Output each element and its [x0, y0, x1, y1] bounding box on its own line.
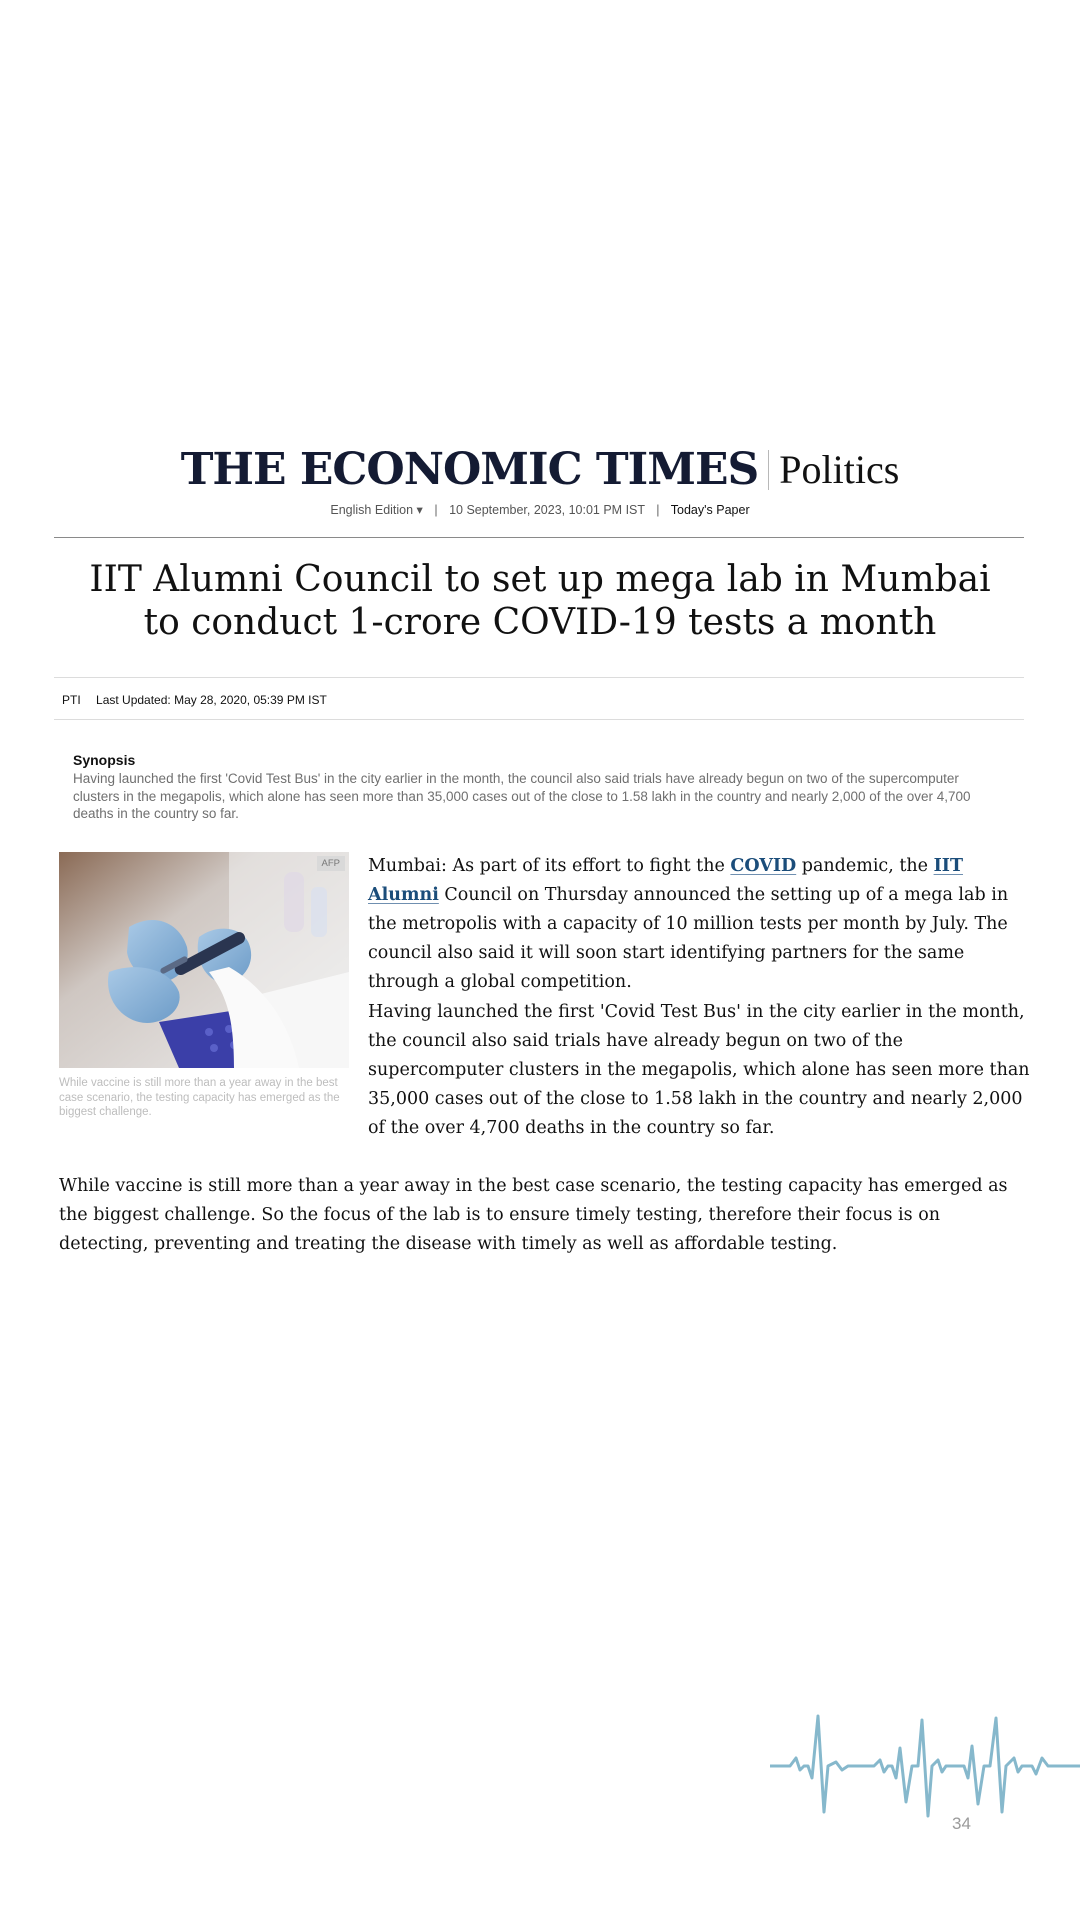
masthead: [0, 444, 1080, 495]
todays-paper-link[interactable]: Today's Paper: [670, 503, 750, 517]
byline-divider-top: [54, 677, 1024, 678]
edition-separator: |: [656, 503, 660, 517]
brand-logo[interactable]: THE ECONOMIC TIMES: [180, 444, 759, 495]
byline-updated: Last Updated: May 28, 2020, 05:39 PM IST: [96, 693, 327, 707]
byline: [62, 693, 327, 707]
article-image[interactable]: [59, 852, 349, 1068]
paragraph-1-text-b: pandemic, the: [796, 856, 934, 876]
article-paragraph-1: [368, 852, 1030, 997]
current-date: 10 September, 2023, 10:01 PM IST: [449, 503, 645, 517]
edition-selector[interactable]: English Edition ▾: [330, 503, 423, 517]
headline-line-2: to conduct 1-crore COVID-19 tests a month: [143, 602, 937, 643]
ecg-heartbeat-decoration: [770, 1708, 1080, 1838]
byline-divider-bottom: [54, 719, 1024, 720]
covid-topic-link[interactable]: COVID: [730, 856, 797, 876]
masthead-divider: [768, 450, 769, 490]
image-credit-badge: AFP: [317, 856, 345, 871]
paragraph-1-text-a: Mumbai: As part of its effort to fight the: [368, 856, 731, 876]
article-paragraph-2: Having launched the first 'Covid Test Bus' in the city earlier in the month, the council also said trials have already begun on two of the supercomputer clusters in the megapolis, which alone has seen more than 35,000 cases out of the close to 1.58 lakh in the country and nearly 2,000 of the over 4,700 deaths in the country so far.: [368, 1002, 1030, 1138]
article-headline: [60, 558, 1020, 644]
paragraph-1-text-c: Council on Thursday announced the setting up of a mega lab in the metropolis with a capacity of 10 million tests per month by July. The council also said it will soon start identifying partners for the same through a global competition.: [368, 885, 1009, 992]
article-paragraph-3: While vaccine is still more than a year away in the best case scenario, the testing capacity has emerged as the biggest challenge. So the focus of the lab is to ensure timely testing, therefore their focus is on detecting, preventing and treating the disease with timely as well as affordable testing.: [59, 1176, 1008, 1254]
lab-photo-illustration: [59, 852, 349, 1068]
header-divider: [54, 537, 1024, 538]
ecg-line: [770, 1716, 1080, 1816]
section-title[interactable]: Politics: [779, 447, 900, 492]
synopsis-text: Having launched the first 'Covid Test Bus' in the city earlier in the month, the council also said trials have already begun on two of the supercomputer clusters in the megapolis, which alone has seen more than 35,000 cases out of the close to 1.58 lakh in the country and nearly 2,000 of the over 4,700 deaths in the country so far.: [73, 771, 971, 821]
synopsis: [73, 752, 1003, 823]
synopsis-title: Synopsis: [73, 752, 136, 768]
byline-source[interactable]: PTI: [62, 693, 81, 707]
headline-line-1: IIT Alumni Council to set up mega lab in Mumbai: [89, 559, 991, 600]
page-number: 34: [952, 1814, 971, 1833]
edition-separator: |: [434, 503, 438, 517]
iit-alumni-topic-link[interactable]: IIT Alumni: [368, 856, 963, 905]
image-caption: While vaccine is still more than a year away in the best case scenario, the testing capacity has emerged as the biggest challenge.: [59, 1077, 340, 1118]
edition-bar: [0, 502, 1080, 517]
